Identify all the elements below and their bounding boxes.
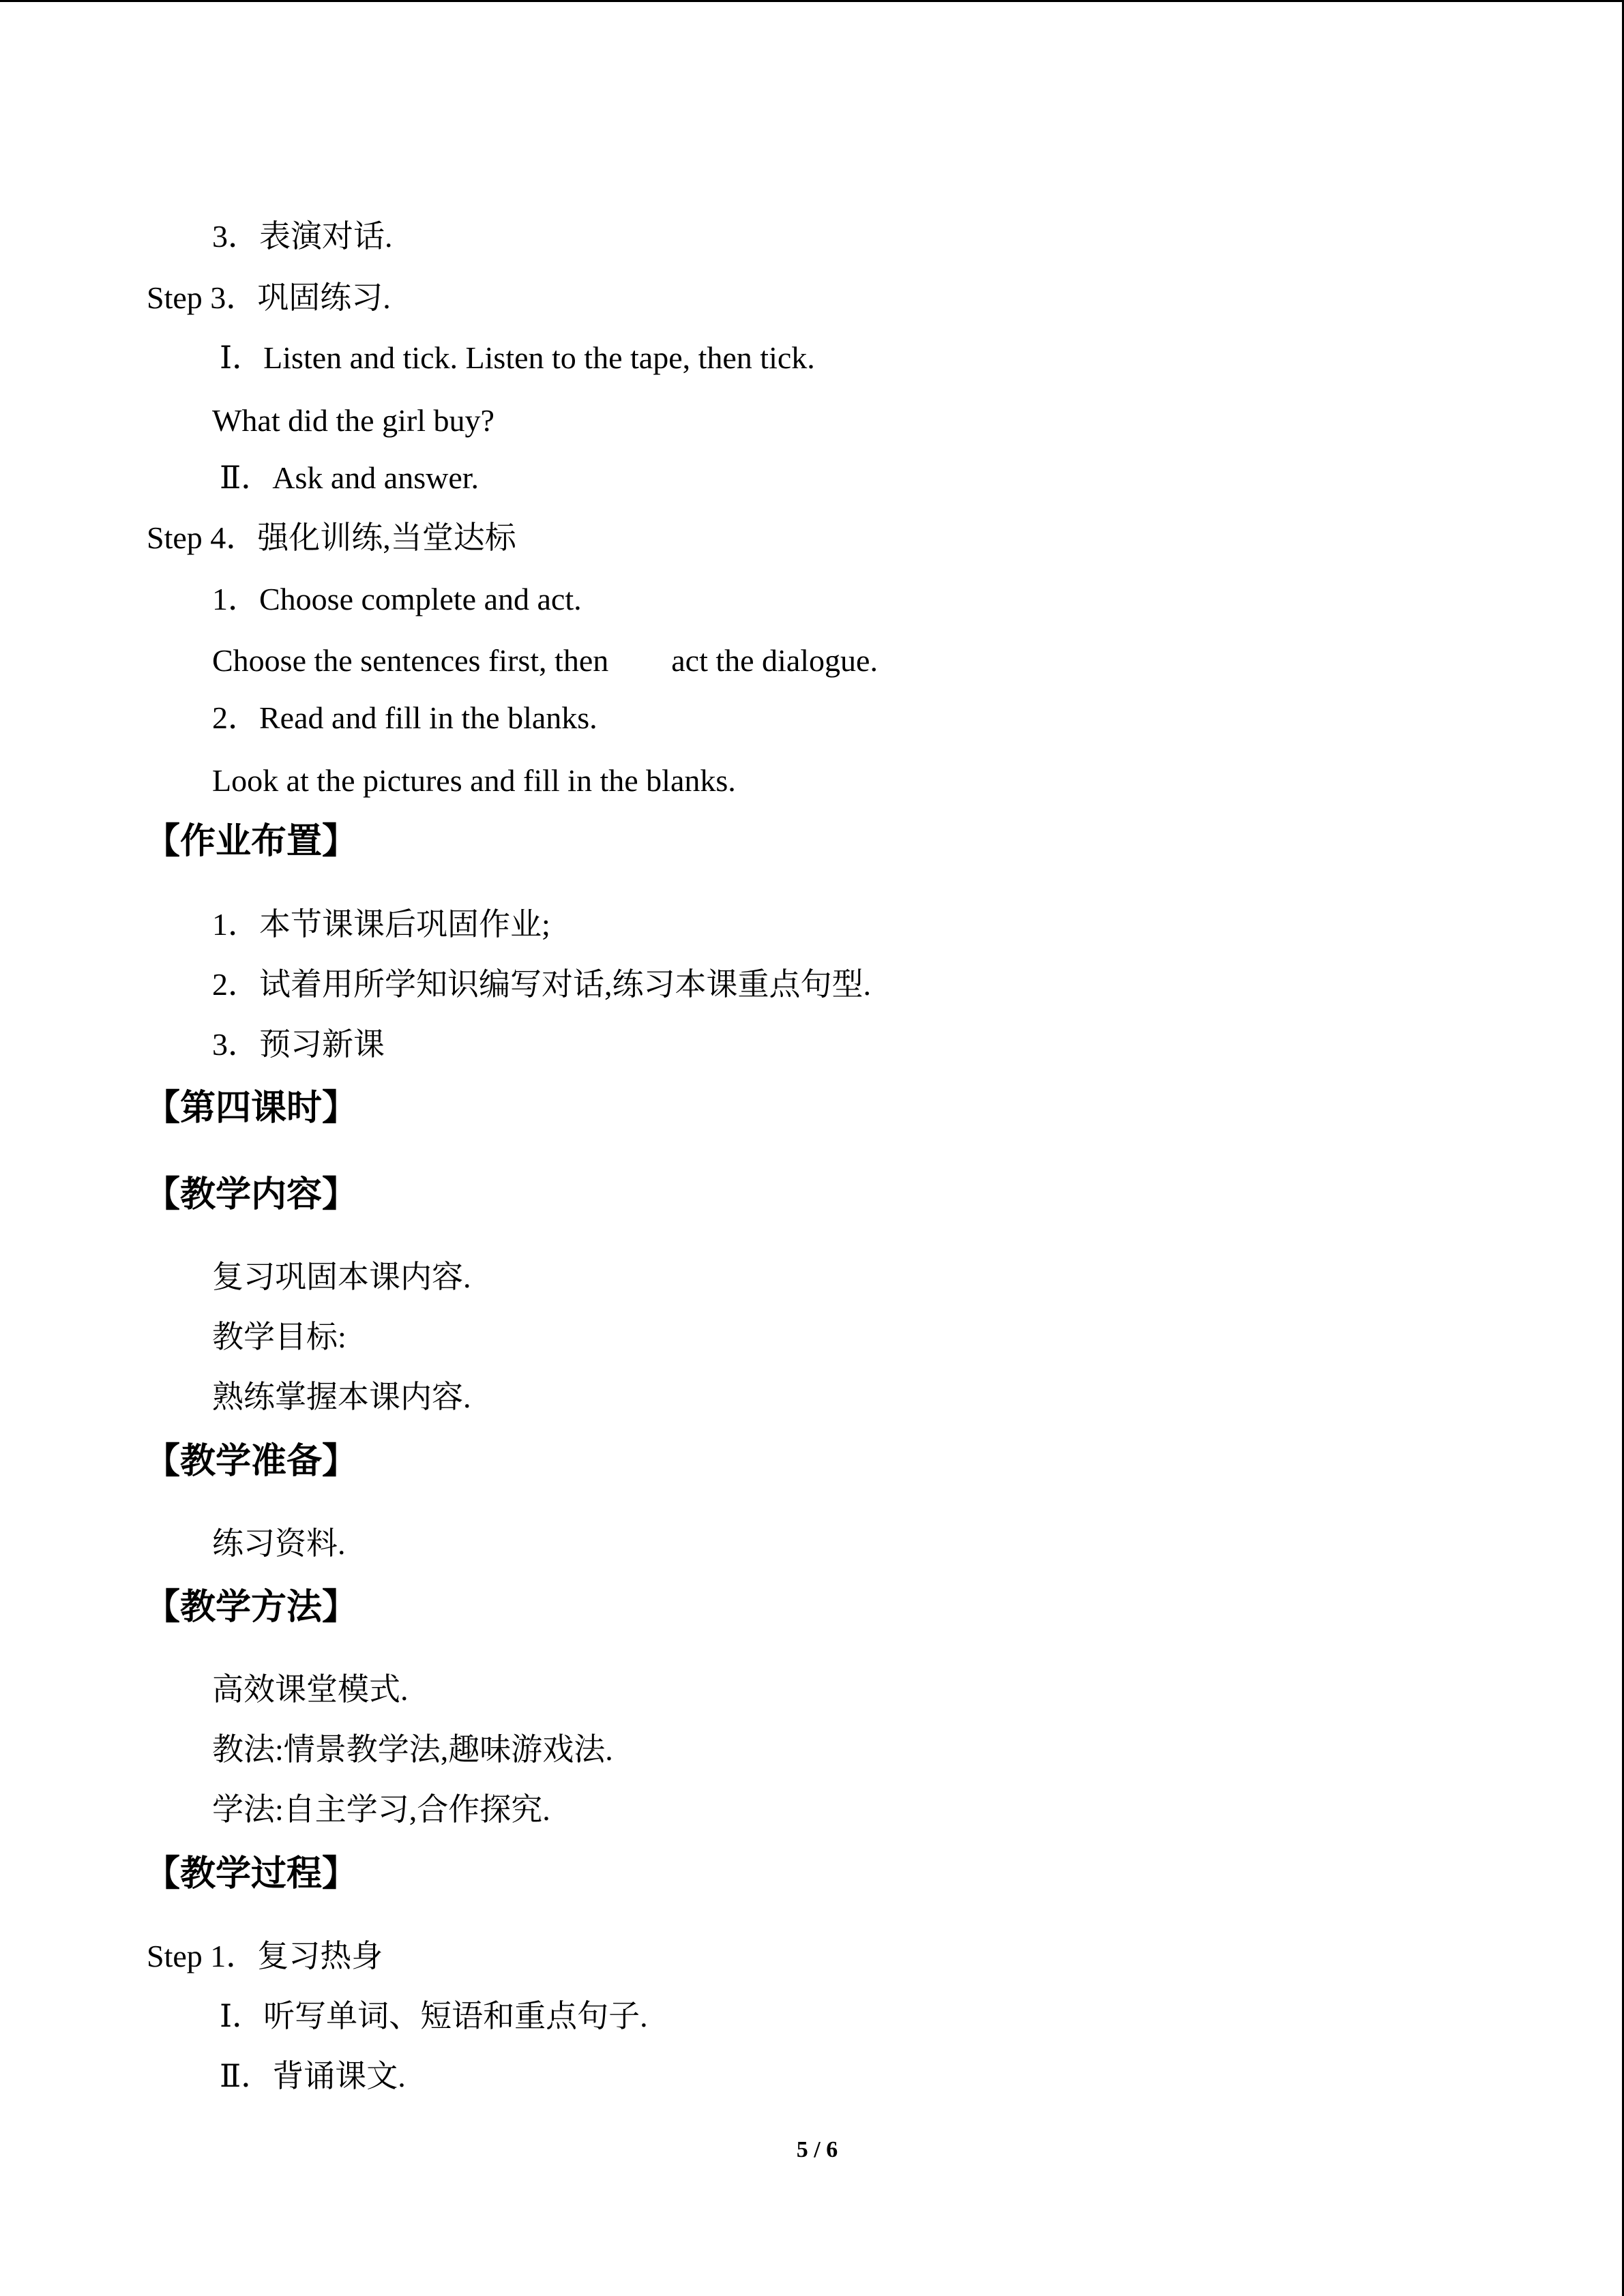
homework-heading: 【作业布置】 [145,822,358,861]
methods-heading: 【教学方法】 [145,1588,358,1627]
step-3-line: Ⅰ．Listen and tick. Listen to the tape, then tick. [220,340,815,375]
preparation-line: 练习资料. [212,1526,346,1561]
step-3-line: Ⅱ．Ask and answer. [220,460,479,495]
step-1-title: Step 1．复习热身 [147,1939,383,1973]
step-1-line: Ⅰ．听写单词、短语和重点句子. [220,1999,648,2033]
content-line: 熟练掌握本课内容. [212,1380,471,1414]
lesson-4-heading: 【第四课时】 [145,1089,358,1128]
content-line: 教学目标: [212,1320,346,1354]
step-4-line: Look at the pictures and fill in the blanks. [212,763,736,798]
methods-line: 高效课堂模式. [212,1672,409,1707]
page-number: 5 / 6 [796,2137,838,2162]
step-4-line: Choose the sentences first, then act the dialogue. [212,643,878,678]
content-heading: 【教学内容】 [145,1176,358,1214]
step-4-title: Step 4．强化训练,当堂达标 [147,520,516,555]
methods-line: 学法:自主学习,合作探究. [212,1792,550,1827]
content-line: 复习巩固本课内容. [212,1259,471,1294]
act-dialogue-item: 3．表演对话. [212,219,393,254]
homework-item: 1．本节课课后巩固作业; [212,907,550,942]
step-3-line: What did the girl buy? [212,403,494,438]
preparation-heading: 【教学准备】 [145,1442,358,1481]
step-4-line: 1．Choose complete and act. [212,582,582,616]
methods-line: 教法:情景教学法,趣味游戏法. [212,1732,613,1767]
step-1-line: Ⅱ．背诵课文. [220,2059,406,2093]
process-heading: 【教学过程】 [145,1855,358,1894]
homework-item: 3．预习新课 [212,1027,385,1062]
step-3-title: Step 3．巩固练习. [147,280,391,315]
homework-item: 2．试着用所学知识编写对话,练习本课重点句型. [212,967,871,1002]
step-4-line: 2．Read and fill in the blanks. [212,700,597,735]
